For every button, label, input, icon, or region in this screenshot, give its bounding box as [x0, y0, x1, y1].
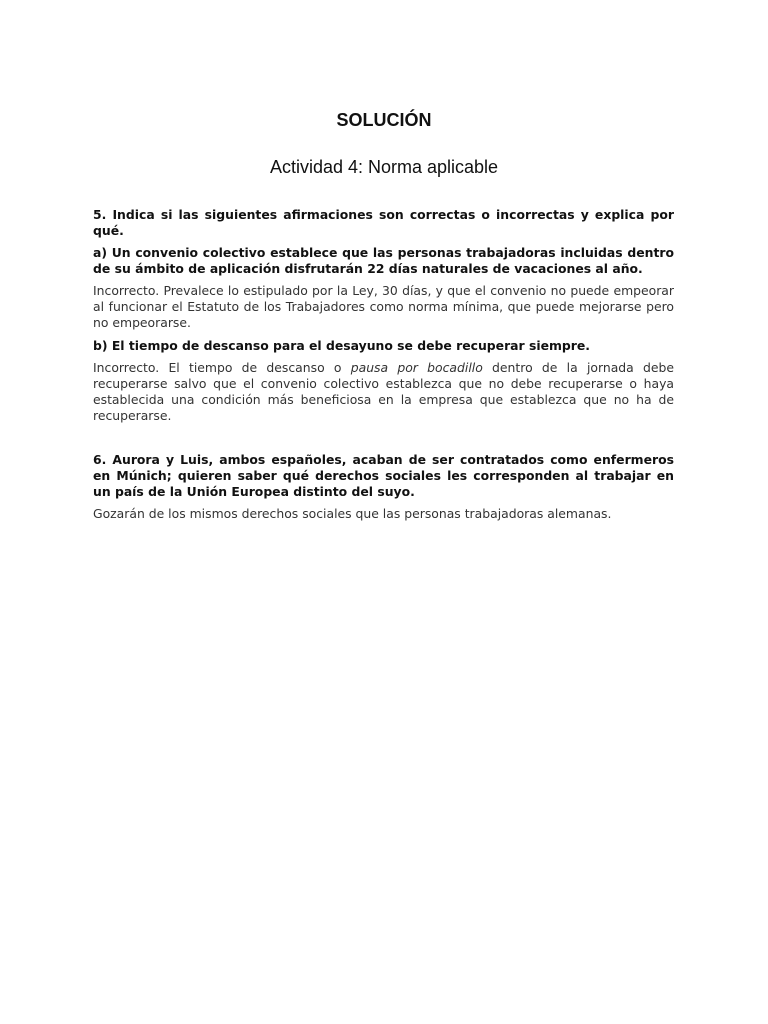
question-5a-statement: a) Un convenio colectivo establece que las personas trabajadoras incluidas dentro de su ámbito de aplicación disfrutarán 22 días naturales de vacaciones al año.: [93, 245, 674, 276]
document-title: SOLUCIÓN: [336, 110, 432, 130]
question-5b-statement: b) El tiempo de descanso para el desayuno se debe recuperar siempre.: [93, 337, 590, 353]
question-5b-answer-start: Incorrecto. El tiempo de descanso o: [93, 359, 351, 375]
question-5-prompt: 5. Indica si las siguientes afirmaciones son correctas o incorrectas y explica por qué.: [93, 207, 674, 238]
question-6-prompt: 6. Aurora y Luis, ambos españoles, acaban de ser contratados como enfermeros en Múnich; quieren saber qué derechos sociales les corresponden al trabajar en un país de la Unión Europea distinto del suyo.: [93, 452, 674, 500]
question-5b-answer: [93, 360, 674, 425]
document-body: [93, 207, 674, 529]
question-5a-answer: Incorrecto. Prevalece lo estipulado por la Ley, 30 días, y que el convenio no puede empeorar al funcionar el Estatuto de los Trabajadores como norma mínima, que puede mejorarse pero no empeorarse.: [93, 283, 674, 331]
section-spacer: [93, 430, 674, 452]
question-6-answer: Gozarán de los mismos derechos sociales que las personas trabajadoras alemanas.: [93, 506, 612, 522]
document-subtitle: Actividad 4: Norma aplicable: [269, 157, 499, 177]
question-5b-answer-emphasis: pausa por bocadillo: [350, 359, 483, 375]
question-5b-answer-end: dentro de la jornada debe recuperarse salvo que el convenio colectivo establezca que no debe recuperarse o haya establecida una condición más beneficiosa en la empresa que establezca que no ha de recuperarse.: [93, 359, 674, 424]
